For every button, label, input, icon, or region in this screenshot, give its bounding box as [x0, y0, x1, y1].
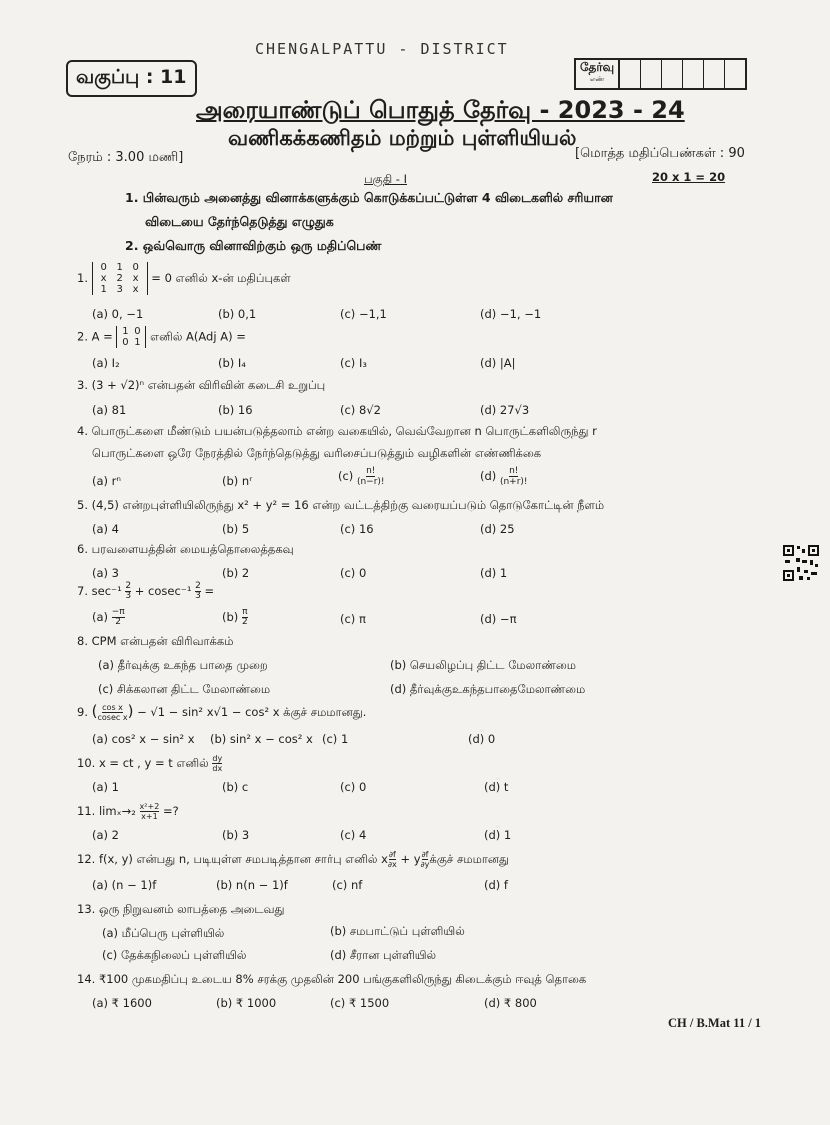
q1-det-cell: x — [132, 273, 139, 284]
q13-option-c: (c) தேக்கநிலைப் புள்ளியில் — [102, 948, 247, 962]
q4-option-c-label: (c) — [338, 469, 354, 483]
q7-option-a-fraction — [112, 608, 125, 627]
question-11 — [77, 802, 179, 821]
q12-middle: + y — [400, 852, 421, 866]
q5-option-d: (d) 25 — [480, 522, 515, 536]
q10-fraction — [212, 754, 222, 773]
q9-option-a: (a) cos² x − sin² x — [92, 732, 195, 746]
q1-det-cell: 0 — [100, 262, 107, 273]
instruction-2: 2. ஒவ்வொரு வினாவிற்கும் ஒரு மதிப்பெண் — [125, 238, 382, 253]
qr-code-icon — [782, 544, 820, 582]
q4-option-d-fraction — [500, 466, 528, 487]
q2-matrix-cell: 1 — [134, 337, 141, 348]
section-scheme: 20 x 1 = 20 — [652, 170, 726, 184]
q7-option-b-fraction — [242, 608, 248, 627]
q10-frac-den: dx — [212, 764, 223, 773]
q14-option-c: (c) ₹ 1500 — [330, 996, 390, 1010]
q11-frac-den: x+1 — [141, 812, 158, 821]
q7-fraction-1 — [125, 582, 131, 601]
q3-option-c: (c) 8√2 — [340, 403, 381, 417]
question-2 — [77, 326, 246, 348]
q1-option-d: (d) −1, −1 — [480, 307, 542, 321]
q1-det-cell: 1 — [116, 262, 123, 273]
q9-paren-open: ( — [91, 702, 98, 720]
q9-option-d: (d) 0 — [468, 732, 496, 746]
q7-frac1-num: 2 — [125, 581, 132, 591]
q7-option-c: (c) π — [340, 612, 366, 626]
q12-option-b: (b) n(n − 1)f — [216, 878, 288, 892]
q11-option-b: (b) 3 — [222, 828, 250, 842]
q1-det-cell: 2 — [116, 273, 123, 284]
q8-option-a: (a) தீர்வுக்கு உகந்த பாதை முறை — [98, 658, 268, 672]
q9-frac-num: cos x — [102, 703, 123, 712]
q9-paren-close: ) — [127, 702, 134, 720]
q7-option-b-label: (b) — [222, 610, 239, 624]
q11-option-d: (d) 1 — [484, 828, 512, 842]
q3-option-a: (a) 81 — [92, 403, 127, 417]
q4-option-d-label: (d) — [480, 469, 497, 483]
q7-frac1-den: 3 — [125, 591, 132, 601]
q11-option-c: (c) 4 — [340, 828, 367, 842]
q4-option-b: (b) nʳ — [222, 474, 253, 488]
register-cell — [620, 60, 641, 88]
q2-prefix: 2. A = — [77, 329, 113, 344]
q12-option-c: (c) nf — [332, 878, 363, 892]
q5-option-b: (b) 5 — [222, 522, 250, 536]
q9-prefix: 9. — [77, 705, 88, 719]
q1-option-c: (c) −1,1 — [340, 307, 387, 321]
q12-frac2-num: ∂f — [421, 850, 429, 859]
q10-text: 10. x = ct , y = t எனில் — [77, 756, 209, 770]
q3-option-d: (d) 27√3 — [480, 403, 530, 417]
exam-title: அரையாண்டுப் பொதுத் தேர்வு - 2023 - 24 — [196, 96, 685, 124]
q11-option-a: (a) 2 — [92, 828, 119, 842]
q1-det-cell: 1 — [100, 284, 107, 295]
q4-option-c-fraction — [357, 466, 385, 487]
q12-option-a: (a) (n − 1)f — [92, 878, 157, 892]
register-sub-text: எண் — [589, 75, 605, 83]
q5-option-a: (a) 4 — [92, 522, 119, 536]
q7-option-b — [222, 608, 248, 627]
q2-text: எனில் A(Adj A) = — [150, 329, 246, 344]
question-1 — [77, 262, 291, 295]
q2-matrix-cell: 0 — [134, 326, 141, 337]
q8-option-d: (d) தீர்வுக்குஉகந்தபாதைமேலாண்மை — [390, 682, 586, 696]
register-cell — [662, 60, 683, 88]
q12-frac2-den: ∂y — [420, 860, 430, 869]
q7-option-d: (d) −π — [480, 612, 517, 626]
district-heading: CHENGALPATTU - DISTRICT — [255, 40, 509, 58]
q12-option-d: (d) f — [484, 878, 508, 892]
instruction-1b: விடையை தேர்ந்தெடுத்து எழுதுக — [145, 214, 334, 229]
q7-prefix: 7. sec⁻¹ — [77, 584, 122, 598]
register-number-label — [576, 60, 620, 88]
q4-option-d — [480, 466, 528, 487]
question-4-line1: 4. பொருட்களை மீண்டும் பயன்படுத்தலாம் என்ற வகையில், வெவ்வேறான n பொருட்களிலிருந்து r — [77, 424, 597, 438]
q7-frac2-num: 2 — [195, 581, 201, 591]
q10-option-b: (b) c — [222, 780, 249, 794]
q7-middle: + cosec⁻¹ — [134, 584, 192, 598]
q14-option-b: (b) ₹ 1000 — [216, 996, 277, 1010]
total-marks: [மொத்த மதிப்பெண்கள் : 90 — [575, 146, 745, 161]
exam-time: நேரம் : 3.00 மணி] — [68, 150, 184, 165]
q9-option-b: (b) sin² x − cos² x — [210, 732, 313, 746]
q14-option-a: (a) ₹ 1600 — [92, 996, 152, 1010]
q2-option-b: (b) I₄ — [218, 356, 246, 370]
q1-det-cell: x — [100, 273, 107, 284]
q2-matrix-cell: 0 — [122, 337, 129, 348]
q1-det-cell: 0 — [132, 262, 139, 273]
q14-option-d: (d) ₹ 800 — [484, 996, 537, 1010]
q11-fraction — [140, 802, 160, 821]
q2-matrix-cell: 1 — [122, 326, 129, 337]
q11-prefix: 11. limₓ→₂ — [77, 804, 136, 818]
question-5: 5. (4,5) என்றபுள்ளியிலிருந்து x² + y² = 16 என்ற வட்டத்திற்கு வரையப்படும் தொடுகோட்டின் நீளம் — [77, 498, 605, 512]
q7-fraction-2 — [195, 582, 201, 601]
q7-equals: = — [204, 584, 215, 598]
question-8: 8. CPM என்பதன் விரிவாக்கம் — [77, 634, 234, 648]
q4-option-c-den: (n−r)! — [356, 477, 385, 487]
question-12 — [77, 850, 509, 869]
q13-option-a: (a) மீப்பெரு புள்ளியில் — [102, 926, 225, 940]
section-label: பகுதி - I — [364, 172, 407, 186]
question-13: 13. ஒரு நிறுவனம் லாபத்தை அடைவது — [77, 902, 285, 916]
q12-frac1-num: ∂f — [388, 850, 396, 859]
q7-option-a-num: −π — [111, 607, 125, 617]
q9-text: − √1 − sin² x√1 − cos² x க்குச் சமமானது. — [137, 705, 367, 719]
q10-option-a: (a) 1 — [92, 780, 119, 794]
q4-option-c-num: n! — [366, 466, 376, 476]
q13-option-d: (d) சீரான புள்ளியில் — [330, 948, 437, 962]
q4-option-a: (a) rⁿ — [92, 474, 121, 488]
q7-option-b-num: π — [242, 607, 248, 617]
q1-text: = 0 எனில் x-ன் மதிப்புகள் — [151, 271, 291, 285]
q4-option-c — [338, 466, 385, 487]
q5-option-c: (c) 16 — [340, 522, 374, 536]
q7-frac2-den: 3 — [195, 591, 201, 601]
page-code: CH / B.Mat 11 / 1 — [668, 1016, 762, 1030]
q2-option-c: (c) I₃ — [340, 356, 367, 370]
register-number-box — [574, 58, 747, 90]
q4-option-d-num: n! — [509, 466, 519, 476]
q10-option-c: (c) 0 — [340, 780, 367, 794]
q6-option-c: (c) 0 — [340, 566, 367, 580]
register-cell — [704, 60, 725, 88]
q7-option-a-den: 2 — [115, 617, 122, 627]
question-14: 14. ₹100 முகமதிப்பு உடைய 8% சரக்கு முதலின் 200 பங்குகளிலிருந்து கிடைக்கும் ஈவுத் தொகை — [77, 972, 587, 986]
q4-option-d-den: (n+r)! — [499, 477, 528, 487]
q12-suffix: க்குச் சமமானது — [429, 852, 509, 866]
q1-determinant — [92, 262, 148, 295]
q2-option-a: (a) I₂ — [92, 356, 120, 370]
q6-option-d: (d) 1 — [480, 566, 508, 580]
register-cell — [683, 60, 704, 88]
q13-option-b: (b) சமபாட்டுப் புள்ளியில் — [330, 924, 465, 938]
instruction-1: 1. பின்வரும் அனைத்து வினாக்களுக்கும் கொடுக்கப்பட்டுள்ள 4 விடைகளில் சரியான — [125, 190, 613, 205]
q2-matrix — [116, 326, 146, 348]
question-3: 3. (3 + √2)ⁿ என்பதன் விரிவின் கடைசி உறுப்பு — [77, 378, 326, 392]
register-cell — [725, 60, 745, 88]
q11-frac-num: x²+2 — [139, 802, 160, 811]
q7-option-a — [92, 608, 125, 627]
question-6: 6. பரவளையத்தின் மையத்தொலைத்தகவு — [77, 542, 294, 556]
q8-option-c: (c) சிக்கலான திட்ட மேலாண்மை — [98, 682, 271, 696]
q7-option-a-label: (a) — [92, 610, 109, 624]
q3-option-b: (b) 16 — [218, 403, 253, 417]
q9-frac-den: cosec x — [97, 713, 128, 722]
q2-option-d: (d) |A| — [480, 356, 516, 370]
q1-option-a: (a) 0, −1 — [92, 307, 144, 321]
q7-option-b-den: 2 — [241, 617, 248, 627]
q10-frac-num: dy — [212, 754, 223, 763]
q9-fraction — [98, 703, 128, 722]
q10-option-d: (d) t — [484, 780, 509, 794]
q8-option-b: (b) செயலிழப்பு திட்ட மேலாண்மை — [390, 658, 576, 672]
q12-fraction-1 — [388, 850, 397, 869]
qr-code — [782, 544, 820, 586]
q6-option-a: (a) 3 — [92, 566, 119, 580]
q9-option-c: (c) 1 — [322, 732, 349, 746]
q11-suffix: =? — [162, 804, 179, 818]
question-4-line2: பொருட்களை ஒரே நேரத்தில் நேர்ந்தெடுத்து வரிசைப்படுத்தும் வழிகளின் எண்ணிக்கை — [92, 446, 542, 460]
q6-option-b: (b) 2 — [222, 566, 250, 580]
subject-title: வணிகக்கணிதம் மற்றும் புள்ளியியல் — [228, 126, 577, 150]
class-label: வகுப்பு : 11 — [66, 60, 197, 97]
q1-det-cell: 3 — [116, 284, 123, 295]
q12-text: 12. f(x, y) என்பது n, படியுள்ள சமபடித்தான சார்பு எனில் x — [77, 852, 388, 866]
q1-det-cell: x — [132, 284, 139, 295]
register-cell — [641, 60, 662, 88]
question-7 — [77, 582, 214, 601]
register-label-text: தேர்வு — [580, 60, 615, 74]
question-9 — [77, 702, 366, 722]
q1-number: 1. — [77, 271, 88, 285]
q12-frac1-den: ∂x — [387, 860, 397, 869]
q1-option-b: (b) 0,1 — [218, 307, 257, 321]
question-10 — [77, 754, 222, 773]
